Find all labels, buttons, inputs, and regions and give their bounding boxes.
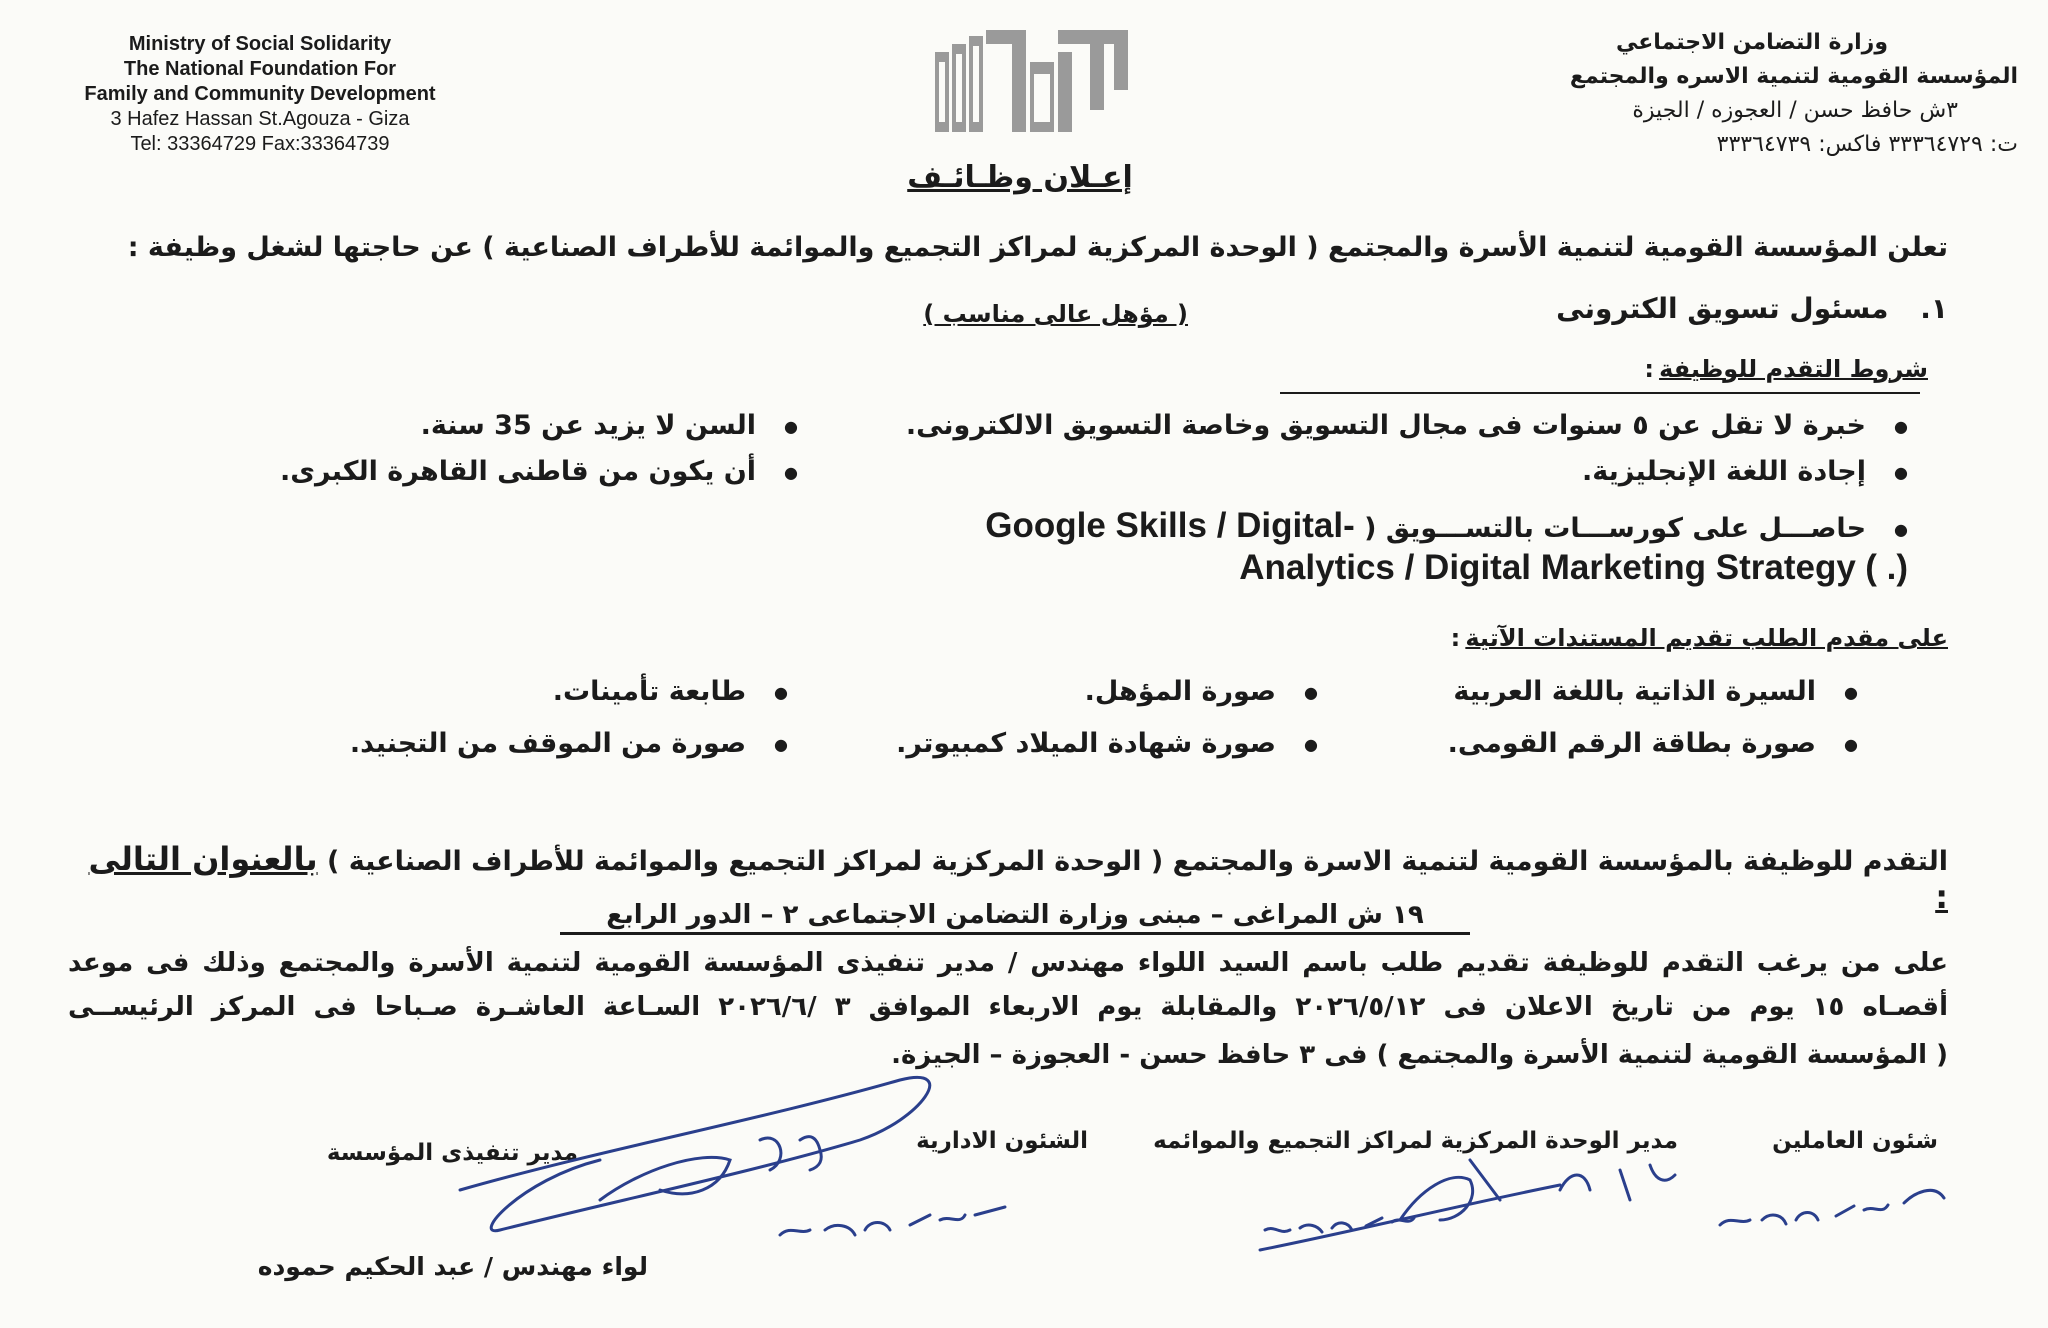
contact-ar: ت: ٣٣٣٦٤٧٢٩ فاكس: ٣٣٣٦٤٧٣٩: [1716, 132, 2018, 157]
announcement-title: إعـلان وظـائـف: [907, 160, 1133, 195]
document-military-status: ● صورة من الموقف من التجنيد.: [308, 728, 788, 759]
apply-text: التقدم للوظيفة بالمؤسسة القومية لتنمية الاسرة والمجتمع ( الوحدة المركزية لمراكز التجميع والموائمة للأطراف الصناعية ): [327, 846, 1948, 877]
document-cv: ● السيرة الذاتية باللغة العربية: [1378, 676, 1858, 707]
unit-manager-signature: [1260, 1160, 1675, 1250]
document-insurance: ● طابعة تأمينات.: [308, 676, 788, 707]
job-qualification: ( مؤهل عالى مناسب ): [923, 300, 1188, 328]
condition-item-residence: ● أن يكون من قاطنى القاهرة الكبرى.: [198, 456, 798, 487]
hr-date: [1720, 1190, 1944, 1225]
ministry-name-en: Ministry of Social Solidarity: [128, 33, 392, 55]
condition-item-english: ● إجادة اللغة الإنجليزية.: [708, 456, 1908, 487]
apply-address-heading: بالعنوان التالى :: [88, 840, 1948, 916]
document-national-id: ● صورة بطاقة الرقم القومى.: [1378, 728, 1858, 759]
executive-signature: [460, 1077, 930, 1230]
document-qualification: ● صورة المؤهل.: [838, 676, 1318, 707]
signature-admin: الشئون الادارية: [916, 1128, 1088, 1154]
closing-line-2: أقصـاه ١٥ يوم من تاريخ الاعلان فى ٢٠٢٦/٥/١٢ والمقابلة يوم الاربعاء الموافق ٣ /٢٠٢٦/٦ السـاعة العاشـرة صـباحا فى المركز الرئيســى: [68, 992, 1948, 1022]
ministry-name-ar: وزارة التضامن الاجتماعي: [1615, 30, 1888, 55]
condition-item-experience: ● خبرة لا تقل عن ٥ سنوات فى مجال التسويق وخاصة التسويق الالكترونى.: [708, 410, 1908, 441]
condition-item-age: ● السن لا يزيد عن 35 سنة.: [198, 410, 798, 441]
documents-heading-colon: :: [1450, 624, 1461, 652]
courses-ar: ● حاصـــل على كورســـات بالتســـويق (: [1364, 513, 1908, 544]
conditions-heading-text: شروط التقدم للوظيفة: [1659, 355, 1928, 383]
documents-heading-text: على مقدم الطلب تقديم المستندات الآتية: [1465, 624, 1948, 652]
courses-end: ( .): [1865, 548, 1908, 587]
admin-date: [780, 1207, 1005, 1235]
job-name: مسئول تسويق الكترونى: [1556, 292, 1889, 325]
courses-en-line2: Analytics / Digital Marketing Strategy: [1239, 548, 1856, 587]
conditions-heading-colon: :: [1644, 355, 1654, 383]
intro-paragraph: تعلن المؤسسة القومية لتنمية الأسرة والمجتمع ( الوحدة المركزية لمراكز التجميع والموائمة للأطراف الصناعية ) عن حاجتها لشغل وظيفة :: [127, 232, 1948, 263]
foundation-name-en-line2: Family and Community Development: [84, 83, 436, 105]
courses-en-line1: Google Skills / Digital-: [985, 506, 1355, 545]
foundation-name-ar: المؤسسة القومية لتنمية الاسره والمجتمع: [1569, 64, 2018, 89]
signature-unit-manager: مدير الوحدة المركزية لمراكز التجميع والموائمه: [1153, 1128, 1678, 1154]
contact-en: Tel: 33364729 Fax:33364739: [130, 133, 390, 155]
address-en: 3 Hafez Hassan St.Agouza - Giza: [110, 108, 410, 130]
closing-line-1: على من يرغب التقدم للوظيفة تقديم طلب باسم السيد اللواء مهندس / مدير تنفيذى المؤسسة القومية لتنمية الأسرة والمجتمع وذلك فى موعد: [68, 948, 1948, 978]
address-ar: ٣ش حافظ حسن / العجوزه / الجيزة: [1632, 98, 1958, 123]
foundation-name-en-line1: The National Foundation For: [123, 58, 397, 80]
closing-line-3: ( المؤسسة القومية لتنمية الأسرة والمجتمع ) فى ٣ حافظ حسن - العجوزة – الجيزة.: [891, 1040, 1948, 1070]
signature-executive-title: مدير تنفيذى المؤسسة: [326, 1140, 578, 1166]
job-number: ١.: [1920, 292, 1948, 325]
signature-hr: شئون العاملين: [1772, 1128, 1938, 1154]
document-birth-certificate: ● صورة شهادة الميلاد كمبيوتر.: [838, 728, 1318, 759]
signature-executive-name: لواء مهندس / عبد الحكيم حموده: [257, 1252, 648, 1281]
apply-address: ١٩ ش المراغى – مبنى وزارة التضامن الاجتماعى ٢ – الدور الرابع: [560, 900, 1470, 935]
